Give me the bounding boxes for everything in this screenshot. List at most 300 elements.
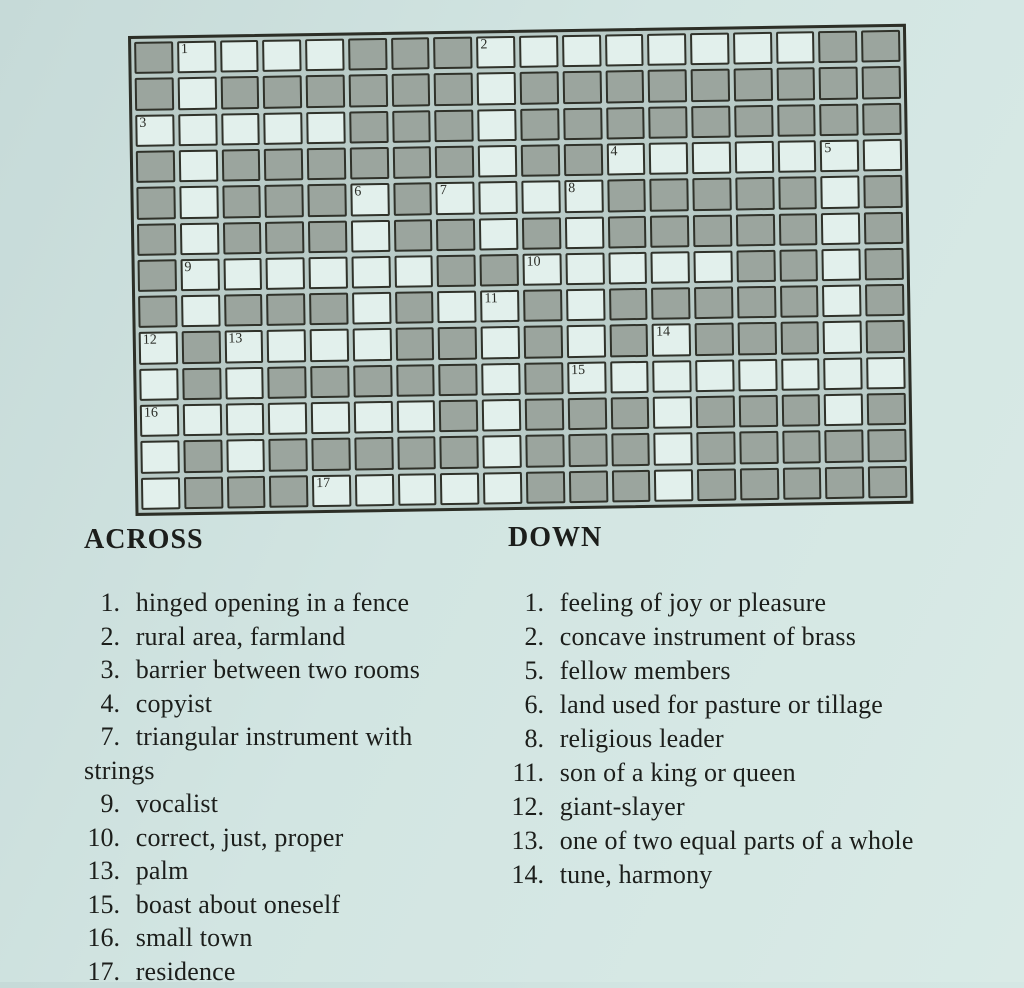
grid-block-cell bbox=[694, 287, 733, 320]
grid-block-cell bbox=[818, 31, 857, 64]
grid-block-cell bbox=[867, 429, 906, 462]
clue-item-down-13 bbox=[508, 824, 978, 858]
grid-block-cell bbox=[524, 326, 563, 359]
grid-answer-cell[interactable] bbox=[140, 404, 179, 437]
grid-block-cell bbox=[696, 432, 735, 465]
grid-block-cell bbox=[865, 284, 904, 317]
grid-block-cell bbox=[437, 254, 476, 287]
grid-answer-cell[interactable] bbox=[647, 33, 686, 66]
grid-block-cell bbox=[136, 150, 175, 183]
grid-answer-cell[interactable] bbox=[821, 212, 860, 245]
clue-item-text: boast about oneself bbox=[129, 890, 340, 919]
clue-item-number: 15. bbox=[84, 888, 120, 922]
grid-block-cell bbox=[136, 186, 175, 219]
grid-answer-cell[interactable] bbox=[267, 330, 306, 363]
grid-answer-cell[interactable] bbox=[351, 219, 390, 252]
grid-answer-cell[interactable] bbox=[353, 328, 392, 361]
grid-block-cell bbox=[307, 148, 346, 181]
down-clues-section bbox=[508, 522, 978, 892]
clue-number-label: 7 bbox=[440, 183, 447, 199]
grid-block-cell bbox=[866, 320, 905, 353]
grid-block-cell bbox=[606, 107, 645, 140]
clue-item-across-7 bbox=[84, 720, 484, 787]
clue-item-number: 2. bbox=[84, 620, 120, 654]
grid-block-cell bbox=[691, 69, 730, 102]
clue-item-number: 2. bbox=[508, 620, 544, 654]
grid-block-cell bbox=[524, 362, 563, 395]
grid-block-cell bbox=[349, 111, 388, 144]
grid-answer-cell[interactable] bbox=[223, 258, 262, 291]
grid-answer-cell[interactable] bbox=[266, 257, 305, 290]
grid-answer-cell[interactable] bbox=[139, 368, 178, 401]
grid-answer-cell[interactable] bbox=[521, 180, 560, 213]
clue-item-text: hinged opening in a fence bbox=[129, 588, 409, 617]
clue-item-text: copyist bbox=[129, 689, 212, 718]
grid-answer-cell[interactable] bbox=[436, 182, 475, 215]
clue-item-number: 9. bbox=[84, 787, 120, 821]
grid-answer-cell[interactable] bbox=[179, 150, 218, 183]
grid-answer-cell[interactable] bbox=[139, 332, 178, 365]
clue-item-number: 6. bbox=[508, 688, 544, 722]
grid-block-cell bbox=[306, 75, 345, 108]
grid-answer-cell[interactable] bbox=[312, 474, 351, 507]
grid-block-cell bbox=[394, 219, 433, 252]
grid-answer-cell[interactable] bbox=[653, 396, 692, 429]
grid-block-cell bbox=[611, 470, 650, 503]
grid-block-cell bbox=[783, 467, 822, 500]
grid-block-cell bbox=[264, 148, 303, 181]
clue-item-text: land used for pasture or tillage bbox=[553, 690, 883, 719]
grid-answer-cell[interactable] bbox=[440, 472, 479, 505]
grid-block-cell bbox=[865, 248, 904, 281]
clue-number-label: 8 bbox=[568, 181, 575, 197]
grid-answer-cell[interactable] bbox=[351, 256, 390, 289]
grid-block-cell bbox=[440, 436, 479, 469]
grid-block-cell bbox=[138, 295, 177, 328]
grid-block-cell bbox=[862, 102, 901, 135]
clue-item-text: rural area, farmland bbox=[129, 622, 345, 651]
grid-block-cell bbox=[224, 294, 263, 327]
clue-item-across-2 bbox=[84, 620, 484, 654]
grid-block-cell bbox=[480, 254, 519, 287]
grid-answer-cell[interactable] bbox=[140, 441, 179, 474]
grid-block-cell bbox=[825, 430, 864, 463]
grid-block-cell bbox=[611, 433, 650, 466]
grid-block-cell bbox=[265, 184, 304, 217]
grid-answer-cell[interactable] bbox=[566, 289, 605, 322]
crossword-grid-cells bbox=[128, 24, 913, 516]
grid-block-cell bbox=[651, 287, 690, 320]
grid-block-cell bbox=[392, 110, 431, 143]
across-clues-section bbox=[84, 524, 484, 988]
clue-item-across-4 bbox=[84, 687, 484, 721]
grid-answer-cell[interactable] bbox=[567, 361, 606, 394]
clue-item-across-17 bbox=[84, 955, 484, 988]
grid-block-cell bbox=[308, 220, 347, 253]
grid-answer-cell[interactable] bbox=[651, 251, 690, 284]
clue-item-text: palm bbox=[129, 856, 189, 885]
grid-block-cell bbox=[525, 435, 564, 468]
grid-answer-cell[interactable] bbox=[821, 176, 860, 209]
grid-answer-cell[interactable] bbox=[437, 291, 476, 324]
grid-answer-cell[interactable] bbox=[354, 401, 393, 434]
grid-answer-cell[interactable] bbox=[135, 114, 174, 147]
grid-answer-cell[interactable] bbox=[350, 183, 389, 216]
grid-block-cell bbox=[868, 466, 907, 499]
grid-block-cell bbox=[220, 76, 259, 109]
clue-item-number: 4. bbox=[84, 687, 120, 721]
grid-block-cell bbox=[781, 394, 820, 427]
grid-block-cell bbox=[562, 71, 601, 104]
grid-answer-cell[interactable] bbox=[478, 145, 517, 178]
grid-block-cell bbox=[735, 177, 774, 210]
clue-item-text: giant-slayer bbox=[553, 792, 685, 821]
clue-number-label: 3 bbox=[139, 115, 146, 131]
grid-answer-cell[interactable] bbox=[481, 326, 520, 359]
grid-answer-cell[interactable] bbox=[180, 258, 219, 291]
grid-block-cell bbox=[605, 70, 644, 103]
grid-block-cell bbox=[310, 365, 349, 398]
grid-block-cell bbox=[864, 175, 903, 208]
grid-block-cell bbox=[736, 250, 775, 283]
clue-number-label: 15 bbox=[571, 363, 585, 379]
grid-answer-cell[interactable] bbox=[220, 40, 259, 73]
grid-block-cell bbox=[569, 470, 608, 503]
clue-item-across-13 bbox=[84, 854, 484, 888]
grid-block-cell bbox=[268, 366, 307, 399]
grid-block-cell bbox=[520, 72, 559, 105]
grid-answer-cell[interactable] bbox=[398, 473, 437, 506]
grid-block-cell bbox=[521, 144, 560, 177]
grid-block-cell bbox=[607, 215, 646, 248]
grid-answer-cell[interactable] bbox=[310, 329, 349, 362]
clue-item-text: correct, just, proper bbox=[129, 823, 343, 852]
grid-answer-cell[interactable] bbox=[221, 113, 260, 146]
grid-block-cell bbox=[526, 471, 565, 504]
grid-answer-cell[interactable] bbox=[481, 363, 520, 396]
grid-block-cell bbox=[265, 221, 304, 254]
grid-answer-cell[interactable] bbox=[183, 404, 222, 437]
grid-answer-cell[interactable] bbox=[476, 36, 515, 69]
grid-block-cell bbox=[433, 37, 472, 70]
grid-answer-cell[interactable] bbox=[519, 35, 558, 68]
grid-block-cell bbox=[737, 322, 776, 355]
grid-block-cell bbox=[397, 437, 436, 470]
clue-number-label: 17 bbox=[316, 476, 330, 492]
grid-answer-cell[interactable] bbox=[652, 324, 691, 357]
clue-item-number: 13. bbox=[508, 824, 544, 858]
grid-block-cell bbox=[309, 293, 348, 326]
grid-answer-cell[interactable] bbox=[605, 34, 644, 67]
grid-block-cell bbox=[779, 213, 818, 246]
grid-answer-cell[interactable] bbox=[225, 403, 264, 436]
grid-block-cell bbox=[391, 37, 430, 70]
grid-answer-cell[interactable] bbox=[394, 255, 433, 288]
grid-block-cell bbox=[354, 437, 393, 470]
grid-block-cell bbox=[739, 431, 778, 464]
grid-answer-cell[interactable] bbox=[352, 292, 391, 325]
grid-answer-cell[interactable] bbox=[652, 360, 691, 393]
clue-number-label: 11 bbox=[484, 291, 498, 307]
grid-block-cell bbox=[825, 466, 864, 499]
clue-item-across-3 bbox=[84, 653, 484, 687]
grid-answer-cell[interactable] bbox=[824, 394, 863, 427]
grid-block-cell bbox=[395, 328, 434, 361]
grid-answer-cell[interactable] bbox=[480, 290, 519, 323]
grid-block-cell bbox=[737, 286, 776, 319]
grid-block-cell bbox=[740, 468, 779, 501]
clue-item-down-11 bbox=[508, 756, 978, 790]
grid-block-cell bbox=[434, 73, 473, 106]
grid-answer-cell[interactable] bbox=[482, 399, 521, 432]
clue-item-down-14 bbox=[508, 858, 978, 892]
clue-number-label: 6 bbox=[354, 185, 361, 201]
grid-answer-cell[interactable] bbox=[866, 357, 905, 390]
clue-number-label: 13 bbox=[228, 332, 242, 348]
grid-answer-cell[interactable] bbox=[695, 359, 734, 392]
grid-block-cell bbox=[522, 217, 561, 250]
clue-item-number: 1. bbox=[508, 586, 544, 620]
grid-answer-cell[interactable] bbox=[733, 32, 772, 65]
clue-item-across-15 bbox=[84, 888, 484, 922]
grid-answer-cell[interactable] bbox=[649, 142, 688, 175]
grid-block-cell bbox=[436, 218, 475, 251]
grid-answer-cell[interactable] bbox=[694, 250, 733, 283]
grid-answer-cell[interactable] bbox=[776, 31, 815, 64]
grid-answer-cell[interactable] bbox=[396, 400, 435, 433]
clue-item-text: son of a king or queen bbox=[553, 758, 796, 787]
grid-answer-cell[interactable] bbox=[262, 39, 301, 72]
grid-block-cell bbox=[138, 259, 177, 292]
grid-answer-cell[interactable] bbox=[477, 109, 516, 142]
grid-block-cell bbox=[780, 285, 819, 318]
grid-block-cell bbox=[650, 178, 689, 211]
grid-answer-cell[interactable] bbox=[177, 41, 216, 74]
clue-item-number: 8. bbox=[508, 722, 544, 756]
clue-number-label: 16 bbox=[144, 406, 158, 422]
clue-number-label: 10 bbox=[526, 254, 540, 270]
grid-block-cell bbox=[568, 434, 607, 467]
grid-answer-cell[interactable] bbox=[483, 435, 522, 468]
clue-item-number: 11. bbox=[508, 756, 544, 790]
grid-answer-cell[interactable] bbox=[141, 477, 180, 510]
clue-item-across-9 bbox=[84, 787, 484, 821]
grid-answer-cell[interactable] bbox=[565, 216, 604, 249]
grid-block-cell bbox=[181, 331, 220, 364]
grid-answer-cell[interactable] bbox=[820, 139, 859, 172]
grid-block-cell bbox=[779, 249, 818, 282]
grid-block-cell bbox=[693, 214, 732, 247]
grid-block-cell bbox=[650, 215, 689, 248]
grid-answer-cell[interactable] bbox=[823, 321, 862, 354]
grid-answer-cell[interactable] bbox=[781, 358, 820, 391]
grid-answer-cell[interactable] bbox=[179, 186, 218, 219]
grid-block-cell bbox=[307, 184, 346, 217]
grid-block-cell bbox=[564, 143, 603, 176]
grid-block-cell bbox=[439, 400, 478, 433]
grid-answer-cell[interactable] bbox=[224, 330, 263, 363]
grid-answer-cell[interactable] bbox=[177, 77, 216, 110]
clue-item-text: small town bbox=[129, 923, 253, 952]
grid-block-cell bbox=[226, 476, 265, 509]
grid-answer-cell[interactable] bbox=[311, 402, 350, 435]
clue-item-number: 1. bbox=[84, 586, 120, 620]
grid-block-cell bbox=[395, 291, 434, 324]
grid-block-cell bbox=[266, 293, 305, 326]
grid-answer-cell[interactable] bbox=[178, 113, 217, 146]
grid-answer-cell[interactable] bbox=[268, 402, 307, 435]
grid-answer-cell[interactable] bbox=[863, 139, 902, 172]
clue-item-number: 17. bbox=[84, 955, 120, 988]
grid-block-cell bbox=[435, 146, 474, 179]
grid-answer-cell[interactable] bbox=[483, 472, 522, 505]
grid-block-cell bbox=[135, 78, 174, 111]
grid-answer-cell[interactable] bbox=[738, 359, 777, 392]
across-header: ACROSS bbox=[84, 524, 484, 556]
clue-item-down-12 bbox=[508, 790, 978, 824]
grid-block-cell bbox=[864, 211, 903, 244]
grid-block-cell bbox=[733, 68, 772, 101]
clue-item-down-6 bbox=[508, 688, 978, 722]
grid-answer-cell[interactable] bbox=[225, 367, 264, 400]
grid-block-cell bbox=[692, 178, 731, 211]
grid-answer-cell[interactable] bbox=[610, 361, 649, 394]
grid-answer-cell[interactable] bbox=[692, 141, 731, 174]
grid-answer-cell[interactable] bbox=[479, 181, 518, 214]
grid-block-cell bbox=[778, 176, 817, 209]
grid-block-cell bbox=[697, 468, 736, 501]
grid-block-cell bbox=[867, 393, 906, 426]
clue-item-down-1 bbox=[508, 586, 978, 620]
grid-answer-cell[interactable] bbox=[565, 252, 604, 285]
clue-number-label: 1 bbox=[181, 42, 188, 58]
grid-block-cell bbox=[695, 323, 734, 356]
clue-item-number: 13. bbox=[84, 854, 120, 888]
grid-answer-cell[interactable] bbox=[564, 180, 603, 213]
down-clue-list bbox=[508, 586, 978, 892]
grid-answer-cell[interactable] bbox=[566, 325, 605, 358]
grid-block-cell bbox=[393, 182, 432, 215]
clue-item-text: tune, harmony bbox=[553, 860, 713, 889]
clue-item-down-8 bbox=[508, 722, 978, 756]
clue-item-text: triangular instrument with strings bbox=[84, 722, 412, 785]
grid-answer-cell[interactable] bbox=[264, 112, 303, 145]
grid-answer-cell[interactable] bbox=[690, 33, 729, 66]
grid-block-cell bbox=[607, 179, 646, 212]
grid-answer-cell[interactable] bbox=[654, 469, 693, 502]
grid-block-cell bbox=[568, 398, 607, 431]
grid-block-cell bbox=[739, 395, 778, 428]
clue-item-down-2 bbox=[508, 620, 978, 654]
grid-block-cell bbox=[182, 367, 221, 400]
clue-number-label: 14 bbox=[656, 325, 670, 341]
clue-item-number: 14. bbox=[508, 858, 544, 892]
grid-block-cell bbox=[269, 439, 308, 472]
across-clue-list bbox=[84, 586, 484, 988]
grid-block-cell bbox=[221, 149, 260, 182]
clue-item-text: feeling of joy or pleasure bbox=[553, 588, 826, 617]
crossword-grid bbox=[128, 24, 913, 516]
grid-block-cell bbox=[734, 104, 773, 137]
clue-item-text: vocalist bbox=[129, 789, 218, 818]
grid-block-cell bbox=[391, 74, 430, 107]
grid-block-cell bbox=[819, 67, 858, 100]
clue-item-number: 10. bbox=[84, 821, 120, 855]
grid-block-cell bbox=[134, 41, 173, 74]
clue-item-text: residence bbox=[129, 957, 236, 986]
grid-answer-cell[interactable] bbox=[306, 111, 345, 144]
grid-block-cell bbox=[648, 70, 687, 103]
grid-block-cell bbox=[184, 476, 223, 509]
grid-answer-cell[interactable] bbox=[309, 256, 348, 289]
clue-number-label: 4 bbox=[610, 144, 617, 160]
grid-block-cell bbox=[862, 66, 901, 99]
grid-block-cell bbox=[350, 147, 389, 180]
grid-answer-cell[interactable] bbox=[606, 143, 645, 176]
grid-answer-cell[interactable] bbox=[355, 474, 394, 507]
grid-answer-cell[interactable] bbox=[479, 217, 518, 250]
grid-block-cell bbox=[736, 213, 775, 246]
grid-block-cell bbox=[348, 38, 387, 71]
grid-block-cell bbox=[523, 289, 562, 322]
grid-block-cell bbox=[353, 365, 392, 398]
clue-item-text: one of two equal parts of a whole bbox=[553, 826, 914, 855]
clue-item-across-1 bbox=[84, 586, 484, 620]
grid-answer-cell[interactable] bbox=[824, 357, 863, 390]
grid-answer-cell[interactable] bbox=[477, 72, 516, 105]
grid-block-cell bbox=[183, 440, 222, 473]
clue-item-text: concave instrument of brass bbox=[553, 622, 856, 651]
clue-item-number: 16. bbox=[84, 921, 120, 955]
grid-block-cell bbox=[609, 288, 648, 321]
clue-item-across-16 bbox=[84, 921, 484, 955]
grid-block-cell bbox=[776, 68, 815, 101]
grid-answer-cell[interactable] bbox=[180, 222, 219, 255]
clue-item-across-10 bbox=[84, 821, 484, 855]
grid-answer-cell[interactable] bbox=[735, 141, 774, 174]
grid-block-cell bbox=[269, 475, 308, 508]
grid-block-cell bbox=[780, 322, 819, 355]
grid-answer-cell[interactable] bbox=[522, 253, 561, 286]
grid-block-cell bbox=[610, 397, 649, 430]
clue-number-label: 12 bbox=[143, 333, 157, 349]
grid-block-cell bbox=[311, 438, 350, 471]
grid-block-cell bbox=[820, 103, 859, 136]
grid-answer-cell[interactable] bbox=[562, 35, 601, 68]
grid-block-cell bbox=[520, 108, 559, 141]
clue-item-down-5 bbox=[508, 654, 978, 688]
grid-answer-cell[interactable] bbox=[226, 439, 265, 472]
grid-answer-cell[interactable] bbox=[608, 252, 647, 285]
grid-block-cell bbox=[609, 324, 648, 357]
grid-answer-cell[interactable] bbox=[777, 140, 816, 173]
clue-item-number: 3. bbox=[84, 653, 120, 687]
grid-block-cell bbox=[525, 398, 564, 431]
clue-item-number: 5. bbox=[508, 654, 544, 688]
grid-block-cell bbox=[782, 431, 821, 464]
grid-block-cell bbox=[438, 327, 477, 360]
grid-block-cell bbox=[439, 363, 478, 396]
grid-answer-cell[interactable] bbox=[822, 285, 861, 318]
down-header: DOWN bbox=[508, 522, 978, 554]
grid-block-cell bbox=[263, 76, 302, 109]
grid-answer-cell[interactable] bbox=[181, 295, 220, 328]
grid-answer-cell[interactable] bbox=[654, 433, 693, 466]
grid-block-cell bbox=[696, 396, 735, 429]
grid-block-cell bbox=[435, 109, 474, 142]
grid-answer-cell[interactable] bbox=[305, 39, 344, 72]
grid-answer-cell[interactable] bbox=[822, 248, 861, 281]
